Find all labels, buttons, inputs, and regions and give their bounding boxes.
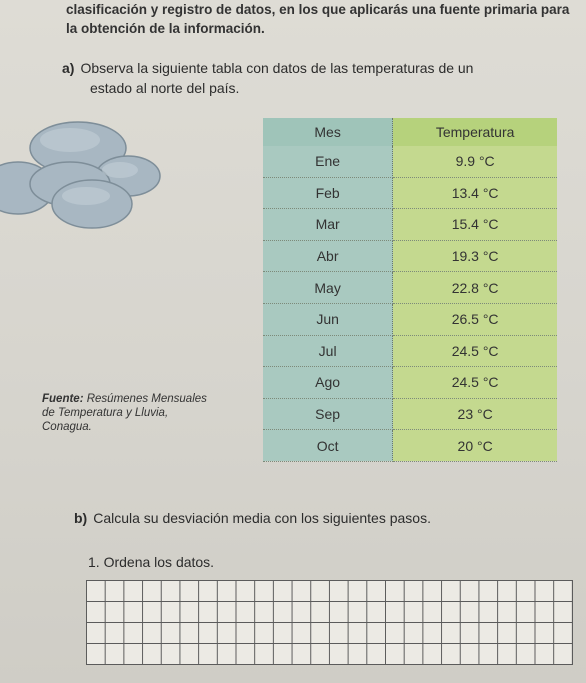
table-row: [263, 146, 557, 177]
table-row: [263, 367, 557, 399]
table-header-row: [263, 118, 557, 146]
temperature-table: [263, 118, 557, 462]
question-a-text-continued: estado al norte del país.: [90, 80, 240, 96]
table-row: [263, 335, 557, 367]
header-month: Mes: [263, 118, 393, 146]
temperature-cell: 26.5 °C: [393, 303, 557, 335]
source-text: Resúmenes Mensuales de Temperatura y Lluvia, Conagua.: [42, 393, 207, 433]
question-a-text: Observa la siguiente tabla con datos de las temperaturas de un: [80, 60, 474, 76]
question-a-label: a): [62, 60, 75, 76]
month-cell: Feb: [263, 177, 393, 209]
table-row: [263, 209, 557, 241]
month-cell: Sep: [263, 398, 393, 430]
temperature-cell: 19.3 °C: [393, 240, 557, 272]
question-a: [62, 58, 572, 98]
temperature-cell: 9.9 °C: [393, 146, 557, 177]
question-b-label: b): [74, 510, 88, 526]
temperature-cell: 20 °C: [393, 430, 557, 462]
header-temperature: Temperatura: [393, 118, 557, 146]
temperature-cell: 15.4 °C: [393, 209, 557, 241]
month-cell: Mar: [263, 209, 393, 241]
source-note: [42, 392, 212, 434]
month-cell: Jun: [263, 303, 393, 335]
temperature-cell: 24.5 °C: [393, 335, 557, 367]
intro-paragraph: clasificación y registro de datos, en los que aplicarás una fuente primaria para la obtención de la información.: [66, 2, 570, 36]
month-cell: Ago: [263, 367, 393, 399]
source-label: Fuente:: [42, 393, 84, 405]
temperature-cell: 13.4 °C: [393, 177, 557, 209]
table-row: [263, 303, 557, 335]
table-row: [263, 272, 557, 304]
table-row: [263, 430, 557, 462]
step-1-instruction: 1. Ordena los datos.: [88, 554, 215, 570]
table-row: [263, 240, 557, 272]
month-cell: Ene: [263, 146, 393, 177]
month-cell: Abr: [263, 240, 393, 272]
answer-grid[interactable]: [86, 580, 573, 665]
temperature-cell: 22.8 °C: [393, 272, 557, 304]
table-row: [263, 177, 557, 209]
table-row: [263, 398, 557, 430]
question-b-text: Calcula su desviación media con los siguientes pasos.: [93, 510, 431, 526]
month-cell: May: [263, 272, 393, 304]
month-cell: Jul: [263, 335, 393, 367]
question-b: [74, 510, 431, 526]
cloud-illustration: [0, 118, 188, 238]
temperature-cell: 24.5 °C: [393, 367, 557, 399]
month-cell: Oct: [263, 430, 393, 462]
temperature-cell: 23 °C: [393, 398, 557, 430]
